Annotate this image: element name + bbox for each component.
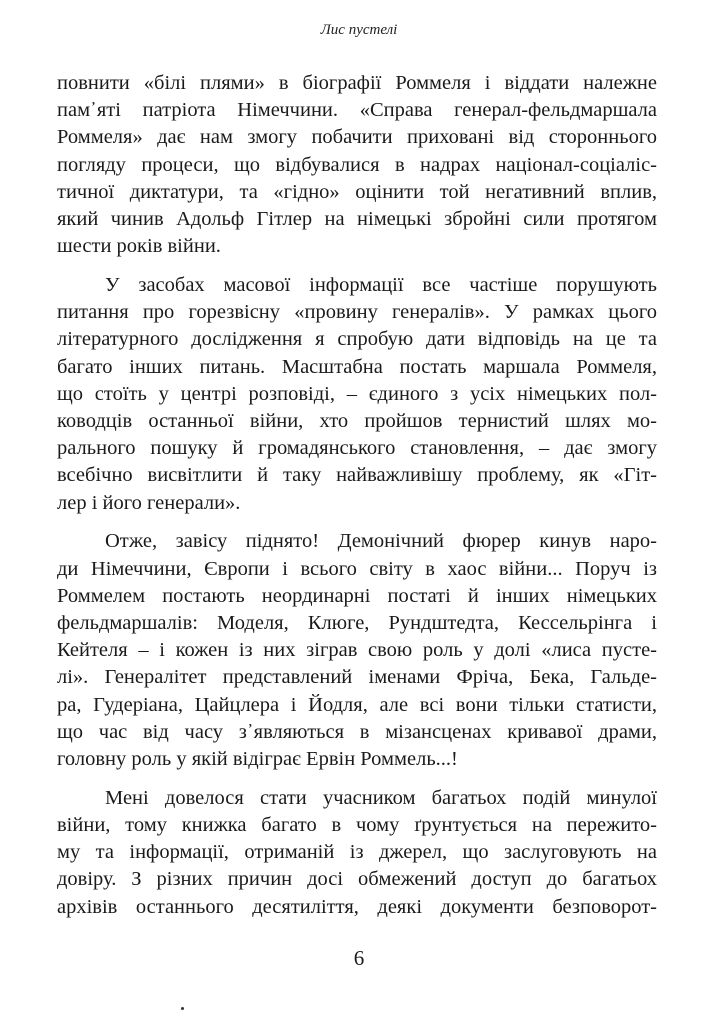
- text-line: що час від часу з᾿являються в мізансценах кривавої драми,: [57, 720, 657, 743]
- text-line: Кейтеля – і кожен із них зіграв свою роль у долі «лиса пусте-: [57, 639, 657, 662]
- text-line: лер і його генерали».: [57, 491, 241, 514]
- text-line: У засобах масової інформації все частіше порушують: [105, 274, 657, 297]
- text-line: Роммелем постають неординарні постаті й інших німецьких: [57, 584, 657, 607]
- paragraph-1: [57, 70, 657, 260]
- text-line: ра, Гудеріана, Цайцлера і Йодля, але всі вони тільки статисти,: [57, 693, 657, 716]
- text-line: Роммеля» дає нам змогу побачити приховані від стороннього: [57, 126, 657, 149]
- text-line: Отже, завісу піднято! Демонічний фюрер кинув наро-: [105, 530, 657, 553]
- text-line: рального пошуку й громадянського становлення, – дає змогу: [57, 437, 657, 460]
- text-line: повнити «білі плями» в біографії Роммеля і віддати належне: [57, 72, 657, 94]
- text-line: ководців останньої війни, хто пройшов тернистий шлях мо-: [57, 410, 657, 433]
- text-line: архівів останнього десятиліття, деякі документи безповорот-: [57, 895, 657, 918]
- running-title: Лис пустелі: [320, 22, 398, 38]
- body-text: [57, 70, 657, 932]
- text-line: питання про горезвісну «провину генералів». У рамках цього: [57, 301, 657, 324]
- text-line: погляду процеси, що відбувалися в надрах націонал-соціаліс-: [57, 153, 657, 176]
- text-line: що стоїть у центрі розповіді, – єдиного з усіх німецьких пол-: [57, 382, 657, 405]
- print-speck: [181, 1007, 184, 1010]
- text-line: фельдмаршалів: Моделя, Клюге, Рундштедта, Кессельрінга і: [57, 612, 657, 635]
- text-line: лі». Генералітет представлений іменами Фріча, Бека, Гальде-: [57, 666, 657, 689]
- text-line: тичної диктатури, та «гідно» оцінити той негативний вплив,: [57, 180, 657, 203]
- text-line: Мені довелося стати учасником багатьох подій минулої: [105, 786, 657, 809]
- text-line: війни, тому книжка багато в чому ґрунтується на пережито-: [57, 814, 657, 837]
- paragraph-3: [57, 528, 657, 773]
- text-line: який чинив Адольф Гітлер на німецькі збройні сили протягом: [57, 208, 657, 231]
- text-line: багато інших питань. Масштабна постать маршала Роммеля,: [57, 355, 657, 378]
- text-line: літературного дослідження я спробую дати відповідь на це та: [57, 328, 657, 351]
- paragraph-4: [57, 785, 657, 921]
- text-line: всебічно висвітлити й таку найважливішу проблему, як «Гіт-: [57, 464, 657, 487]
- text-line: довіру. З різних причин досі обмежений доступ до багатьох: [57, 868, 657, 891]
- text-line: ди Німеччини, Європи і всього світу в хаос війни... Поруч із: [57, 557, 657, 580]
- text-line: шести років війни.: [57, 235, 221, 258]
- text-line: головну роль у якій відіграє Ервін Роммель...!: [57, 748, 458, 771]
- text-line: му та інформації, отриманій із джерел, що заслуговують на: [57, 841, 657, 864]
- page-number: 6: [353, 946, 365, 970]
- paragraph-2: [57, 272, 657, 517]
- text-line: пам᾿яті патріота Німеччини. «Справа генерал-фельдмаршала: [57, 99, 657, 122]
